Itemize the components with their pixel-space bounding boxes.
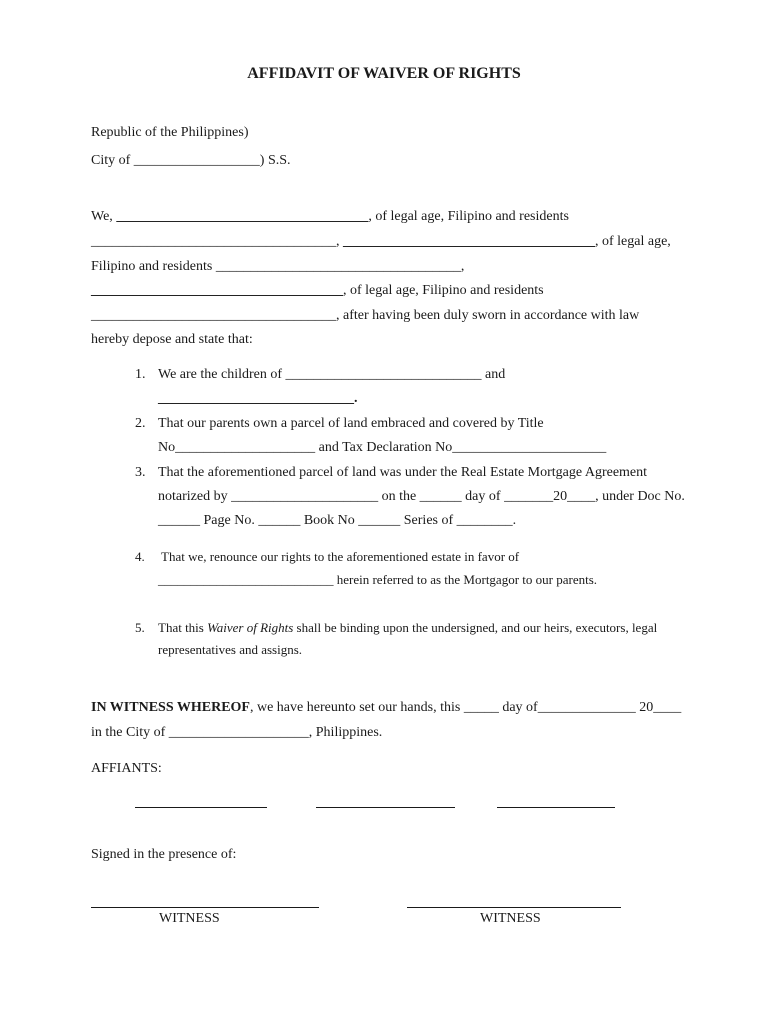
item-3-line-1: That the aforementioned parcel of land was under the Real Estate Mortgage Agreement xyxy=(158,465,648,480)
item-1-line-1: We are the children of ____________________________ and xyxy=(158,367,506,382)
witness-clause-line-1 xyxy=(91,699,681,717)
item-5-waiver-title: Waiver of Rights xyxy=(207,620,294,635)
item-4-line-1: That we, renounce our rights to the aforementioned estate in favor of xyxy=(158,549,520,564)
item-number-2: 2. xyxy=(135,416,146,431)
witness-clause-line-2: in the City of ____________________, Philippines. xyxy=(91,725,383,740)
affiant-name-blank-3: ____________________________________ xyxy=(91,283,343,298)
witness-label-1: WITNESS xyxy=(159,911,220,926)
witness-clause-date: , we have hereunto set our hands, this _____ day of______________ 20____ xyxy=(249,700,682,715)
witness-signature-line-2 xyxy=(407,907,621,908)
item-3-line-2: notarized by _____________________ on the ______ day of _______20____, under Doc No. xyxy=(158,489,685,504)
item-5-that-this: That this xyxy=(158,620,208,635)
intro-line-6: hereby depose and state that: xyxy=(91,332,253,347)
item-number-5: 5. xyxy=(135,620,145,635)
witness-signature-line-1 xyxy=(91,907,319,908)
witness-label-2: WITNESS xyxy=(480,911,541,926)
affiant-name-blank-1: ____________________________________ xyxy=(116,209,369,224)
intro-line-2 xyxy=(91,233,671,251)
intro-line-3: Filipino and residents ___________________________________, xyxy=(91,259,465,274)
intro-line-5: ___________________________________, after having been duly sworn in accordance with law xyxy=(91,308,640,323)
affiant-name-blank-2: ____________________________________ xyxy=(343,234,595,249)
affiant-signature-line-2 xyxy=(316,807,455,808)
residence-blank-1: ___________________________________, xyxy=(91,234,343,249)
item-5-binding: shall be binding upon the undersigned, and our heirs, executors, legal xyxy=(293,620,658,635)
signed-presence-label: Signed in the presence of: xyxy=(91,847,237,862)
item-1-line-2: ____________________________. xyxy=(158,391,358,406)
item-4-line-2: ___________________________ herein referred to as the Mortgagor to our parents. xyxy=(158,572,598,587)
intro-line-4 xyxy=(91,282,544,300)
item-number-3: 3. xyxy=(135,465,146,480)
item-2-line-2: No____________________ and Tax Declaration No______________________ xyxy=(158,440,607,455)
intro-legal-age-2: , of legal age, xyxy=(595,234,671,249)
item-2-line-1: That our parents own a parcel of land embraced and covered by Title xyxy=(158,416,544,431)
in-witness-whereof: IN WITNESS WHEREOF xyxy=(91,700,250,715)
intro-legal-age-3: , of legal age, Filipino and residents xyxy=(343,283,544,298)
item-number-1: 1. xyxy=(135,367,146,382)
item-3-line-3: ______ Page No. ______ Book No ______ Series of ________. xyxy=(158,513,517,528)
intro-line-1 xyxy=(91,208,569,226)
affiant-signature-line-1 xyxy=(135,807,267,808)
document-title: AFFIDAVIT OF WAIVER OF RIGHTS xyxy=(247,65,521,82)
item-5-line-1 xyxy=(158,619,657,637)
item-number-4: 4. xyxy=(135,549,145,564)
venue-city: City of __________________) S.S. xyxy=(91,153,291,168)
affiant-signature-line-3 xyxy=(497,807,615,808)
item-5-line-2: representatives and assigns. xyxy=(158,642,303,657)
intro-legal-age-1: , of legal age, Filipino and residents xyxy=(368,209,569,224)
venue-republic: Republic of the Philippines) xyxy=(91,125,249,140)
affiants-label: AFFIANTS: xyxy=(91,761,162,776)
intro-we: We, xyxy=(91,209,117,224)
